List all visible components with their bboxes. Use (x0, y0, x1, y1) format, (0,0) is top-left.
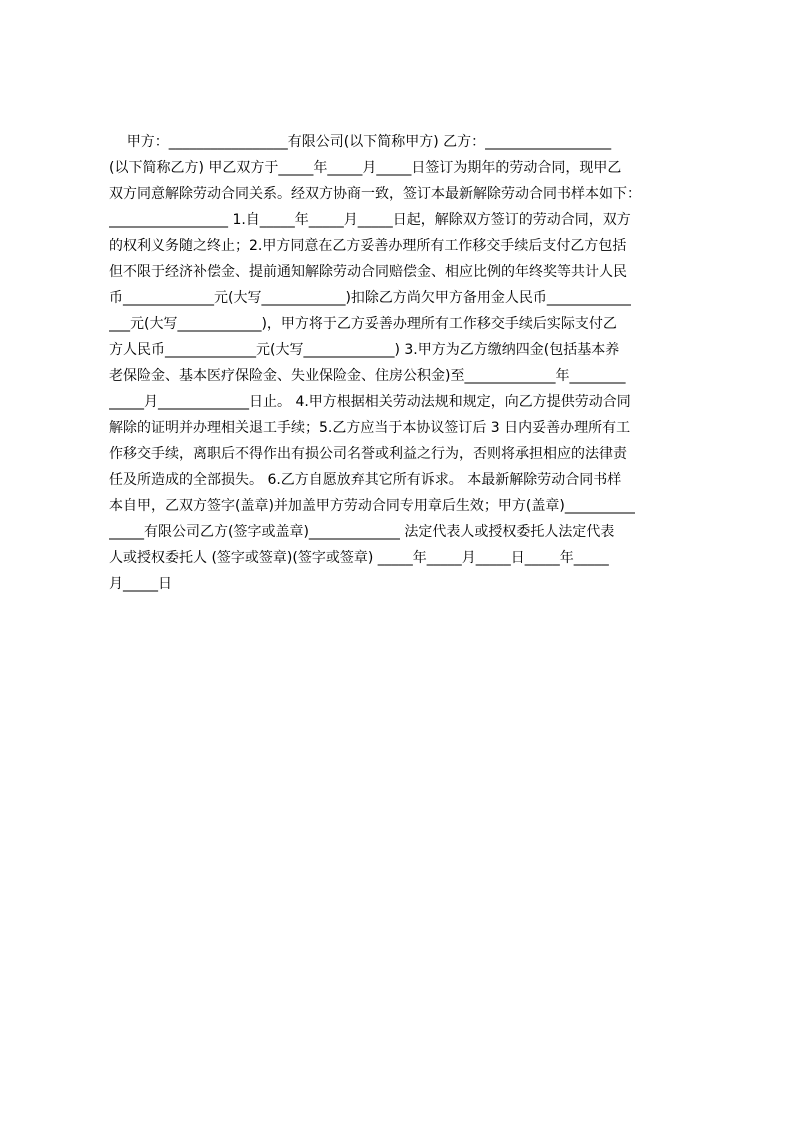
text-line: 人或授权委托人 (签字或签章)(签字或签章) _____年_____月_____日_____年_____ (109, 550, 609, 566)
text-line: 但不限于经济补偿金、提前通知解除劳动合同赔偿金、相应比例的年终奖等共计人民 (109, 264, 627, 280)
text-line: 本自甲，乙双方签字(盖章)并加盖甲方劳动合同专用章后生效；甲方(盖章)__________ (109, 498, 635, 514)
text-line: 双方同意解除劳动合同关系。经双方协商一致，签订本最新解除劳动合同书样本如下： (109, 186, 641, 202)
text-line: 解除的证明并办理相关退工手续；5.乙方应当于本协议签订后 3 日内妥善办理所有工 (109, 420, 631, 436)
text-line: 甲方：_________________有限公司(以下简称甲方) 乙方：__________________ (109, 134, 612, 150)
text-line: 老保险金、基本医疗保险金、失业保险金、住房公积金)至_____________年________ (109, 368, 626, 384)
text-line: 月_____日 (109, 576, 172, 592)
text-line: 的权利义务随之终止；2.甲方同意在乙方妥善办理所有工作移交手续后支付乙方包括 (109, 238, 627, 254)
text-line: 币_____________元(大写____________)扣除乙方尚欠甲方备用金人民币____________ (109, 290, 631, 306)
agreement-body (109, 129, 698, 597)
text-line: (以下简称乙方) 甲乙双方于_____年_____月_____日签订为期年的劳动合同，现甲乙 (109, 160, 622, 176)
text-line: _____月_____________日止。 4.甲方根据相关劳动法规和规定，向乙方提供劳动合同 (109, 394, 631, 410)
text-line: _____有限公司乙方(签字或盖章)_____________ 法定代表人或授权委托人法定代表 (109, 524, 615, 540)
text-line: 方人民币_____________元(大写_____________) 3.甲方为乙方缴纳四金(包括基本养 (109, 342, 620, 358)
text-line: ___元(大写____________)，甲方将于乙方妥善办理所有工作移交手续后实际支付乙 (109, 316, 617, 332)
text-line: 任及所造成的全部损失。 6.乙方自愿放弃其它所有诉求。 本最新解除劳动合同书样 (109, 472, 622, 488)
text-line: _________________ 1.自_____年_____月_____日起，解除双方签订的劳动合同，双方 (109, 212, 631, 228)
text-line: 作移交手续，离职后不得作出有损公司名誉或利益之行为，否则将承担相应的法律责 (109, 446, 627, 462)
